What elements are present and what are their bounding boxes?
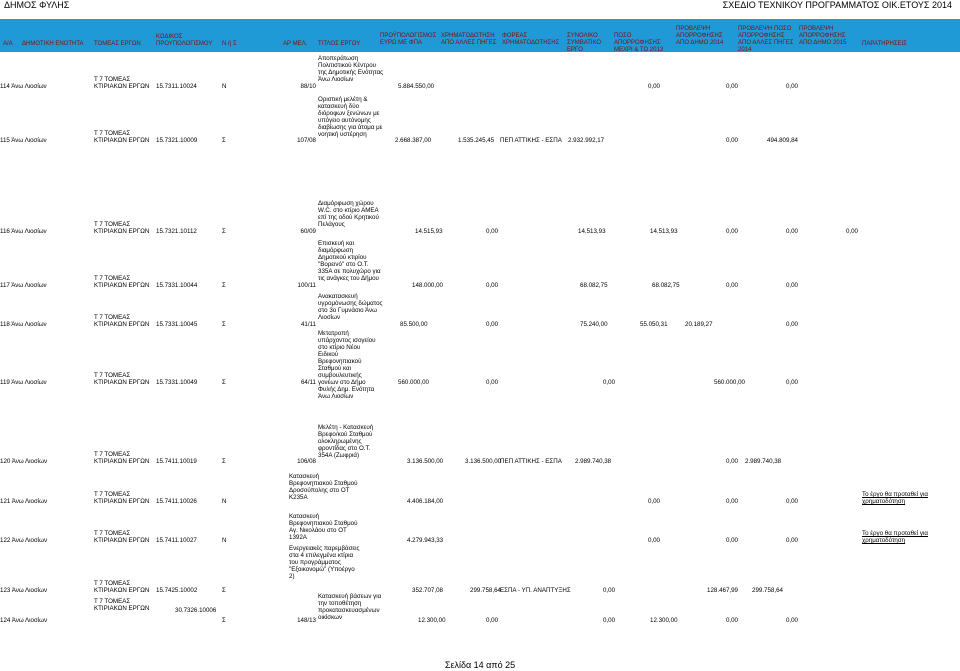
- col-forecast-municipal-2014: ΠΡΟΒΛΕΨΗ ΑΠΟΡΡΟΦΗΣΗΣ ΑΠΟ ΔΗΜΟ 2014: [676, 26, 724, 46]
- cell-title: Διαμόρφωση χώρου W.C. στο κτίριο ΑΜΕΑ επί της οδού Κρητικού Πελάγους: [318, 200, 379, 228]
- cell-f14o: 299.758,64: [752, 587, 783, 594]
- cell-code: 15.7331.10049: [156, 379, 198, 386]
- cell-f15: 0,00: [785, 498, 798, 505]
- cell-title: Ανακατασκευή υγρομόνωσης δώματος στο 3ο Γυμνάσιο Άνω Λιοσίων: [318, 293, 383, 321]
- page-footer: Σελίδα 14 από 25: [444, 660, 516, 670]
- cell-sector: Τ 7 ΤΟΜΕΑΣ ΚΤΙΡΙΑΚΩΝ ΕΡΓΩΝ: [94, 221, 150, 235]
- cell-title: Μετατροπή υπάρχοντος ισογείου στο κτίριο Νέου Ειδικού Βρεφονηπιακού Σταθμού και συμβουλευτικής γονέων στο Δήμο Φυλής Δημ. Ενότητα Άνω Λιοσίων: [318, 330, 376, 400]
- col-sector: ΤΟΜΕΑΣ ΕΡΓΩΝ: [94, 41, 141, 47]
- cell-ar: 148/13: [297, 617, 316, 624]
- cell-body: ΠΕΠ ΑΤΤΙΚΗΣ - ΕΣΠΑ: [500, 458, 562, 465]
- cell-aa: 114 Άνω Λιοσίων: [0, 83, 47, 90]
- cell-ar: 107/08: [297, 137, 316, 144]
- cell-code: 15.7321.10009: [156, 137, 198, 144]
- cell-budget: 560.000,00: [398, 379, 429, 386]
- cell-title: Μελέτη - Κατασκευή Βρεφο/κού Σταθμού ολοκληρωμένης φροντίδας στο Ο.Τ. 354Α (Ζωφριά): [318, 424, 374, 459]
- col-funding-other: ΧΡΗΜΑΤΟΔΟΤΗΣΗ ΑΠΟ ΑΛΛΕΣ ΠΗΓΕΣ: [441, 33, 497, 46]
- col-forecast-other-2014: ΠΡΟΒΛΕΨΗ ΠΟΣΟ ΑΠΟΡΡΟΦΗΣΗΣ ΑΠΟ ΑΛΛΕΣ ΠΗΓΕΣ 2014: [738, 26, 794, 53]
- cell-f14m: 560.000,00: [714, 379, 745, 386]
- cell-budget: 3.136.500,00: [407, 458, 444, 465]
- cell-sector: Τ 7 ΤΟΜΕΑΣ ΚΤΙΡΙΑΚΩΝ ΕΡΓΩΝ: [94, 76, 150, 90]
- cell-aa: 124 Άνω Λιοσίων: [0, 617, 48, 624]
- cell-f15: 0,00: [785, 537, 798, 544]
- cell-aa: 123 Άνω Λιοσίων: [0, 587, 48, 594]
- cell-type: Σ: [222, 228, 226, 235]
- cell-aa: 122 Άνω Λιοσίων: [0, 537, 48, 544]
- cell-abs13: 0,00: [647, 498, 660, 505]
- cell-budget: 12.300,00: [418, 617, 446, 624]
- cell-f14m: 20.189,27: [685, 321, 713, 328]
- cell-other: 0,00: [486, 321, 499, 328]
- cell-budget: 4.279.943,33: [407, 537, 444, 544]
- cell-abs13: 68.082,75: [652, 282, 680, 289]
- col-type: Ν ή Σ: [222, 41, 237, 47]
- cell-other: 0,00: [486, 282, 499, 289]
- cell-ar: 100/11: [297, 282, 316, 289]
- cell-f14m: 0,00: [725, 617, 738, 624]
- cell-sector: Τ 7 ΤΟΜΕΑΣ ΚΤΙΡΙΑΚΩΝ ΕΡΓΩΝ: [94, 580, 150, 594]
- col-notes: ΠΑΡΑΤΗΡΗΣΕΙΣ: [862, 41, 907, 47]
- cell-contract: 2.932.992,17: [568, 137, 605, 144]
- cell-abs13: 12.300,00: [650, 617, 678, 624]
- cell-title: Κατασκευή Βρεφονηπιακού Σταθμού Δροσούπολης στο ΟΤ Κ235Α: [289, 473, 358, 501]
- col-code: ΚΩΔΙΚΟΣ ΠΡΟΥΠΟΛΟΓΙΣΜΟΥ: [156, 34, 213, 47]
- cell-type: Σ: [222, 458, 226, 465]
- cell-abs13: 0,00: [647, 537, 660, 544]
- cell-budget: 2.668.387,00: [395, 137, 432, 144]
- cell-code: 15.7425.10002: [156, 587, 198, 594]
- cell-type: Ν: [222, 537, 227, 544]
- col-absorption-2013: ΠΟΣΟ ΑΠΟΡΡΟΦΗΣΗΣ ΜΕΧΡΙ & ΤΟ 2013: [614, 33, 664, 53]
- cell-code: 15.7331.10044: [156, 282, 198, 289]
- col-title: ΤΙΤΛΟΣ ΕΡΓΟΥ: [318, 41, 361, 47]
- cell-sector: Τ 7 ΤΟΜΕΑΣ ΚΤΙΡΙΑΚΩΝ ΕΡΓΩΝ: [94, 491, 150, 505]
- municipality-name: ΔΗΜΟΣ ΦΥΛΗΣ: [4, 0, 70, 10]
- cell-budget: 4.406.184,00: [407, 498, 444, 505]
- col-ar-mel: ΑΡ ΜΕΛ.: [283, 41, 308, 47]
- col-funding-body: ΦΟΡΕΑΣ ΧΡΗΜΑΤΟΔΟΤΗΣΗΣ: [502, 33, 560, 46]
- cell-f14o: 0,00: [785, 228, 798, 235]
- cell-type: Ν: [222, 83, 227, 90]
- cell-type: Σ: [222, 587, 226, 594]
- cell-budget: 14.515,93: [415, 228, 443, 235]
- cell-abs13: 14.513,93: [650, 228, 678, 235]
- cell-contract: 0,00: [603, 379, 616, 386]
- cell-code: 15.7321.10112: [156, 228, 197, 235]
- cell-type: Σ: [222, 379, 226, 386]
- cell-contract: 2.989.740,38: [575, 458, 612, 465]
- cell-aa: 119 Άνω Λιοσίων: [0, 379, 47, 386]
- cell-contract: 14.513,93: [578, 228, 606, 235]
- cell-abs13: 55.050,31: [640, 321, 668, 328]
- cell-f14m: 128.467,99: [707, 587, 738, 594]
- cell-title: Κατασκευή βάσεων για την τοποθέτηση προκατασκευασμένων οικίσκων: [318, 593, 382, 621]
- cell-f14m: 0,00: [725, 228, 738, 235]
- cell-code: 15.7411.10026: [156, 498, 197, 505]
- cell-notes: Το έργο θα προταθεί για χρηματοδότηση: [862, 530, 928, 544]
- cell-ar: 41/11: [300, 321, 316, 328]
- cell-code: 15.7411.10027: [156, 537, 197, 544]
- cell-code: 15.7331.10045: [156, 321, 198, 328]
- cell-aa: 115 Άνω Λιοσίων: [0, 137, 47, 144]
- cell-code: 15.7311.10024: [156, 83, 197, 90]
- cell-ar: 64/11: [300, 379, 316, 386]
- cell-aa: 117 Άνω Λιοσίων: [0, 282, 47, 289]
- cell-ar: 60/09: [300, 228, 316, 235]
- cell-sector: Τ 7 ΤΟΜΕΑΣ ΚΤΙΡΙΑΚΩΝ ΕΡΓΩΝ: [94, 314, 150, 328]
- cell-aa: 118 Άνω Λιοσίων: [0, 321, 47, 328]
- cell-type: Σ: [222, 321, 226, 328]
- col-forecast-municipal-2015: ΠΡΟΒΛΕΨΗ ΑΠΟΡΡΟΦΗΣΗΣ ΑΠΟ ΔΗΜΟ 2015: [799, 26, 847, 46]
- col-unit: ΔΗΜΟΤΙΚΗ ΕΝΟΤΗΤΑ: [22, 41, 84, 47]
- cell-title: Επισκευή και διαμόρφωση Δημοτικού κτιρίου "Βορεινό" στο Ο.Τ. 335Α σε πολυχώρο για τις ανάγκες του Δήμου: [318, 240, 381, 282]
- cell-notes: Το έργο θα προταθεί για χρηματοδότηση: [862, 491, 928, 505]
- cell-other: 299.758,64: [470, 587, 501, 594]
- cell-f14o: 0,00: [785, 617, 798, 624]
- cell-type: Σ: [222, 282, 226, 289]
- cell-sector: Τ 7 ΤΟΜΕΑΣ ΚΤΙΡΙΑΚΩΝ ΕΡΓΩΝ: [94, 530, 150, 544]
- cell-title: Οριστική μελέτη & κατασκευή δύο διόροφων ξενώνων με υπόγειο αυτόνομης διαβίωσης για άτομα με νοητική υστέρηση: [318, 96, 383, 138]
- document-title: ΣΧΕΔΙΟ ΤΕΧΝΙΚΟΥ ΠΡΟΓΡΑΜΜΑΤΟΣ ΟΙΚ.ΕΤΟΥΣ 2014: [722, 0, 952, 10]
- cell-sector: Τ 7 ΤΟΜΕΑΣ ΚΤΙΡΙΑΚΩΝ ΕΡΓΩΝ: [94, 372, 150, 386]
- cell-f14o: 0,00: [725, 537, 738, 544]
- cell-f15: 0,00: [785, 282, 798, 289]
- cell-body: ΠΕΠ ΑΤΤΙΚΗΣ - ΕΣΠΑ: [500, 137, 562, 144]
- table-header: [0, 19, 960, 52]
- cell-f15: 0,00: [785, 83, 798, 90]
- cell-other: 1.535.245,45: [458, 137, 495, 144]
- cell-f14o: 0,00: [725, 137, 738, 144]
- cell-sector: Τ 7 ΤΟΜΕΑΣ ΚΤΙΡΙΑΚΩΝ ΕΡΓΩΝ: [94, 598, 150, 612]
- cell-title: Αποπεράτωση Πολιτιστικού Κέντρου της Δημοτικής Ενότητας Άνω Λιοσίων: [318, 55, 384, 83]
- cell-f15: 0,00: [845, 228, 858, 235]
- cell-abs13: 0,00: [647, 83, 660, 90]
- cell-other: 0,00: [486, 379, 499, 386]
- cell-title: Κατασκευή Βρεφονηπιακού Σταθμού Αγ. Νικολάου στο ΟΤ 1392Α: [289, 513, 358, 541]
- cell-budget: 148.000,00: [412, 282, 443, 289]
- cell-f14o: 0,00: [725, 282, 738, 289]
- cell-f15: 494.809,84: [767, 137, 798, 144]
- cell-aa: 120 Άνω Λιοσίων: [0, 458, 48, 465]
- cell-ar: 106/08: [297, 458, 316, 465]
- cell-contract: 0,00: [603, 617, 616, 624]
- cell-other: 0,00: [486, 228, 499, 235]
- cell-sector: Τ 7 ΤΟΜΕΑΣ ΚΤΙΡΙΑΚΩΝ ΕΡΓΩΝ: [94, 451, 150, 465]
- cell-f14o: 2.989.740,38: [745, 458, 782, 465]
- cell-type: Ν: [222, 498, 227, 505]
- cell-f14o: 0,00: [725, 83, 738, 90]
- cell-contract: 0,00: [603, 587, 616, 594]
- cell-other: 3.136.500,00: [465, 458, 502, 465]
- cell-f14m: 0,00: [725, 458, 738, 465]
- cell-code: 30.7326.10006: [175, 607, 217, 614]
- cell-other: 0,00: [486, 617, 499, 624]
- col-contract-total: ΣΥΝΟΛΙΚΟ ΣΥΜΒΑΤΙΚΟ ΕΡΓΟ: [567, 33, 602, 53]
- cell-title: Ενεργειακές παρεμβάσεις στα 4 επιλεγμένα κτίρια του προγράμματος "Εξοικονομώ" (Υποέργο 2): [289, 545, 360, 580]
- cell-sector: Τ 7 ΤΟΜΕΑΣ ΚΤΙΡΙΑΚΩΝ ΕΡΓΩΝ: [94, 130, 150, 144]
- page-header: [0, 0, 960, 12]
- cell-ar: 88/10: [300, 83, 316, 90]
- cell-aa: 116 Άνω Λιοσίων: [0, 228, 47, 235]
- col-budget: ΠΡΟΫΠΟΛΟΓΙΣΜΟΣ ΕΥΡΩ ΜΕ ΦΠΑ: [380, 33, 437, 46]
- cell-budget: 352.707,08: [412, 587, 443, 594]
- cell-contract: 68.082,75: [580, 282, 608, 289]
- cell-sector: Τ 7 ΤΟΜΕΑΣ ΚΤΙΡΙΑΚΩΝ ΕΡΓΩΝ: [94, 275, 150, 289]
- cell-type: Σ: [222, 137, 226, 144]
- cell-f14o: 0,00: [725, 498, 738, 505]
- cell-code: 15.7411.10019: [156, 458, 197, 465]
- cell-type: Σ: [222, 617, 226, 624]
- cell-body: ΕΣΠΑ - ΥΠ. ΑΝΑΠΤΥΞΗΣ: [500, 587, 571, 594]
- cell-contract: 75.240,00: [580, 321, 608, 328]
- cell-budget: 85.500,00: [400, 321, 428, 328]
- cell-f15: 0,00: [785, 321, 798, 328]
- cell-budget: 5.884.550,00: [398, 83, 435, 90]
- cell-f15: 0,00: [785, 379, 798, 386]
- cell-aa: 121 Άνω Λιοσίων: [0, 498, 48, 505]
- col-aa: Α/Α: [3, 41, 13, 47]
